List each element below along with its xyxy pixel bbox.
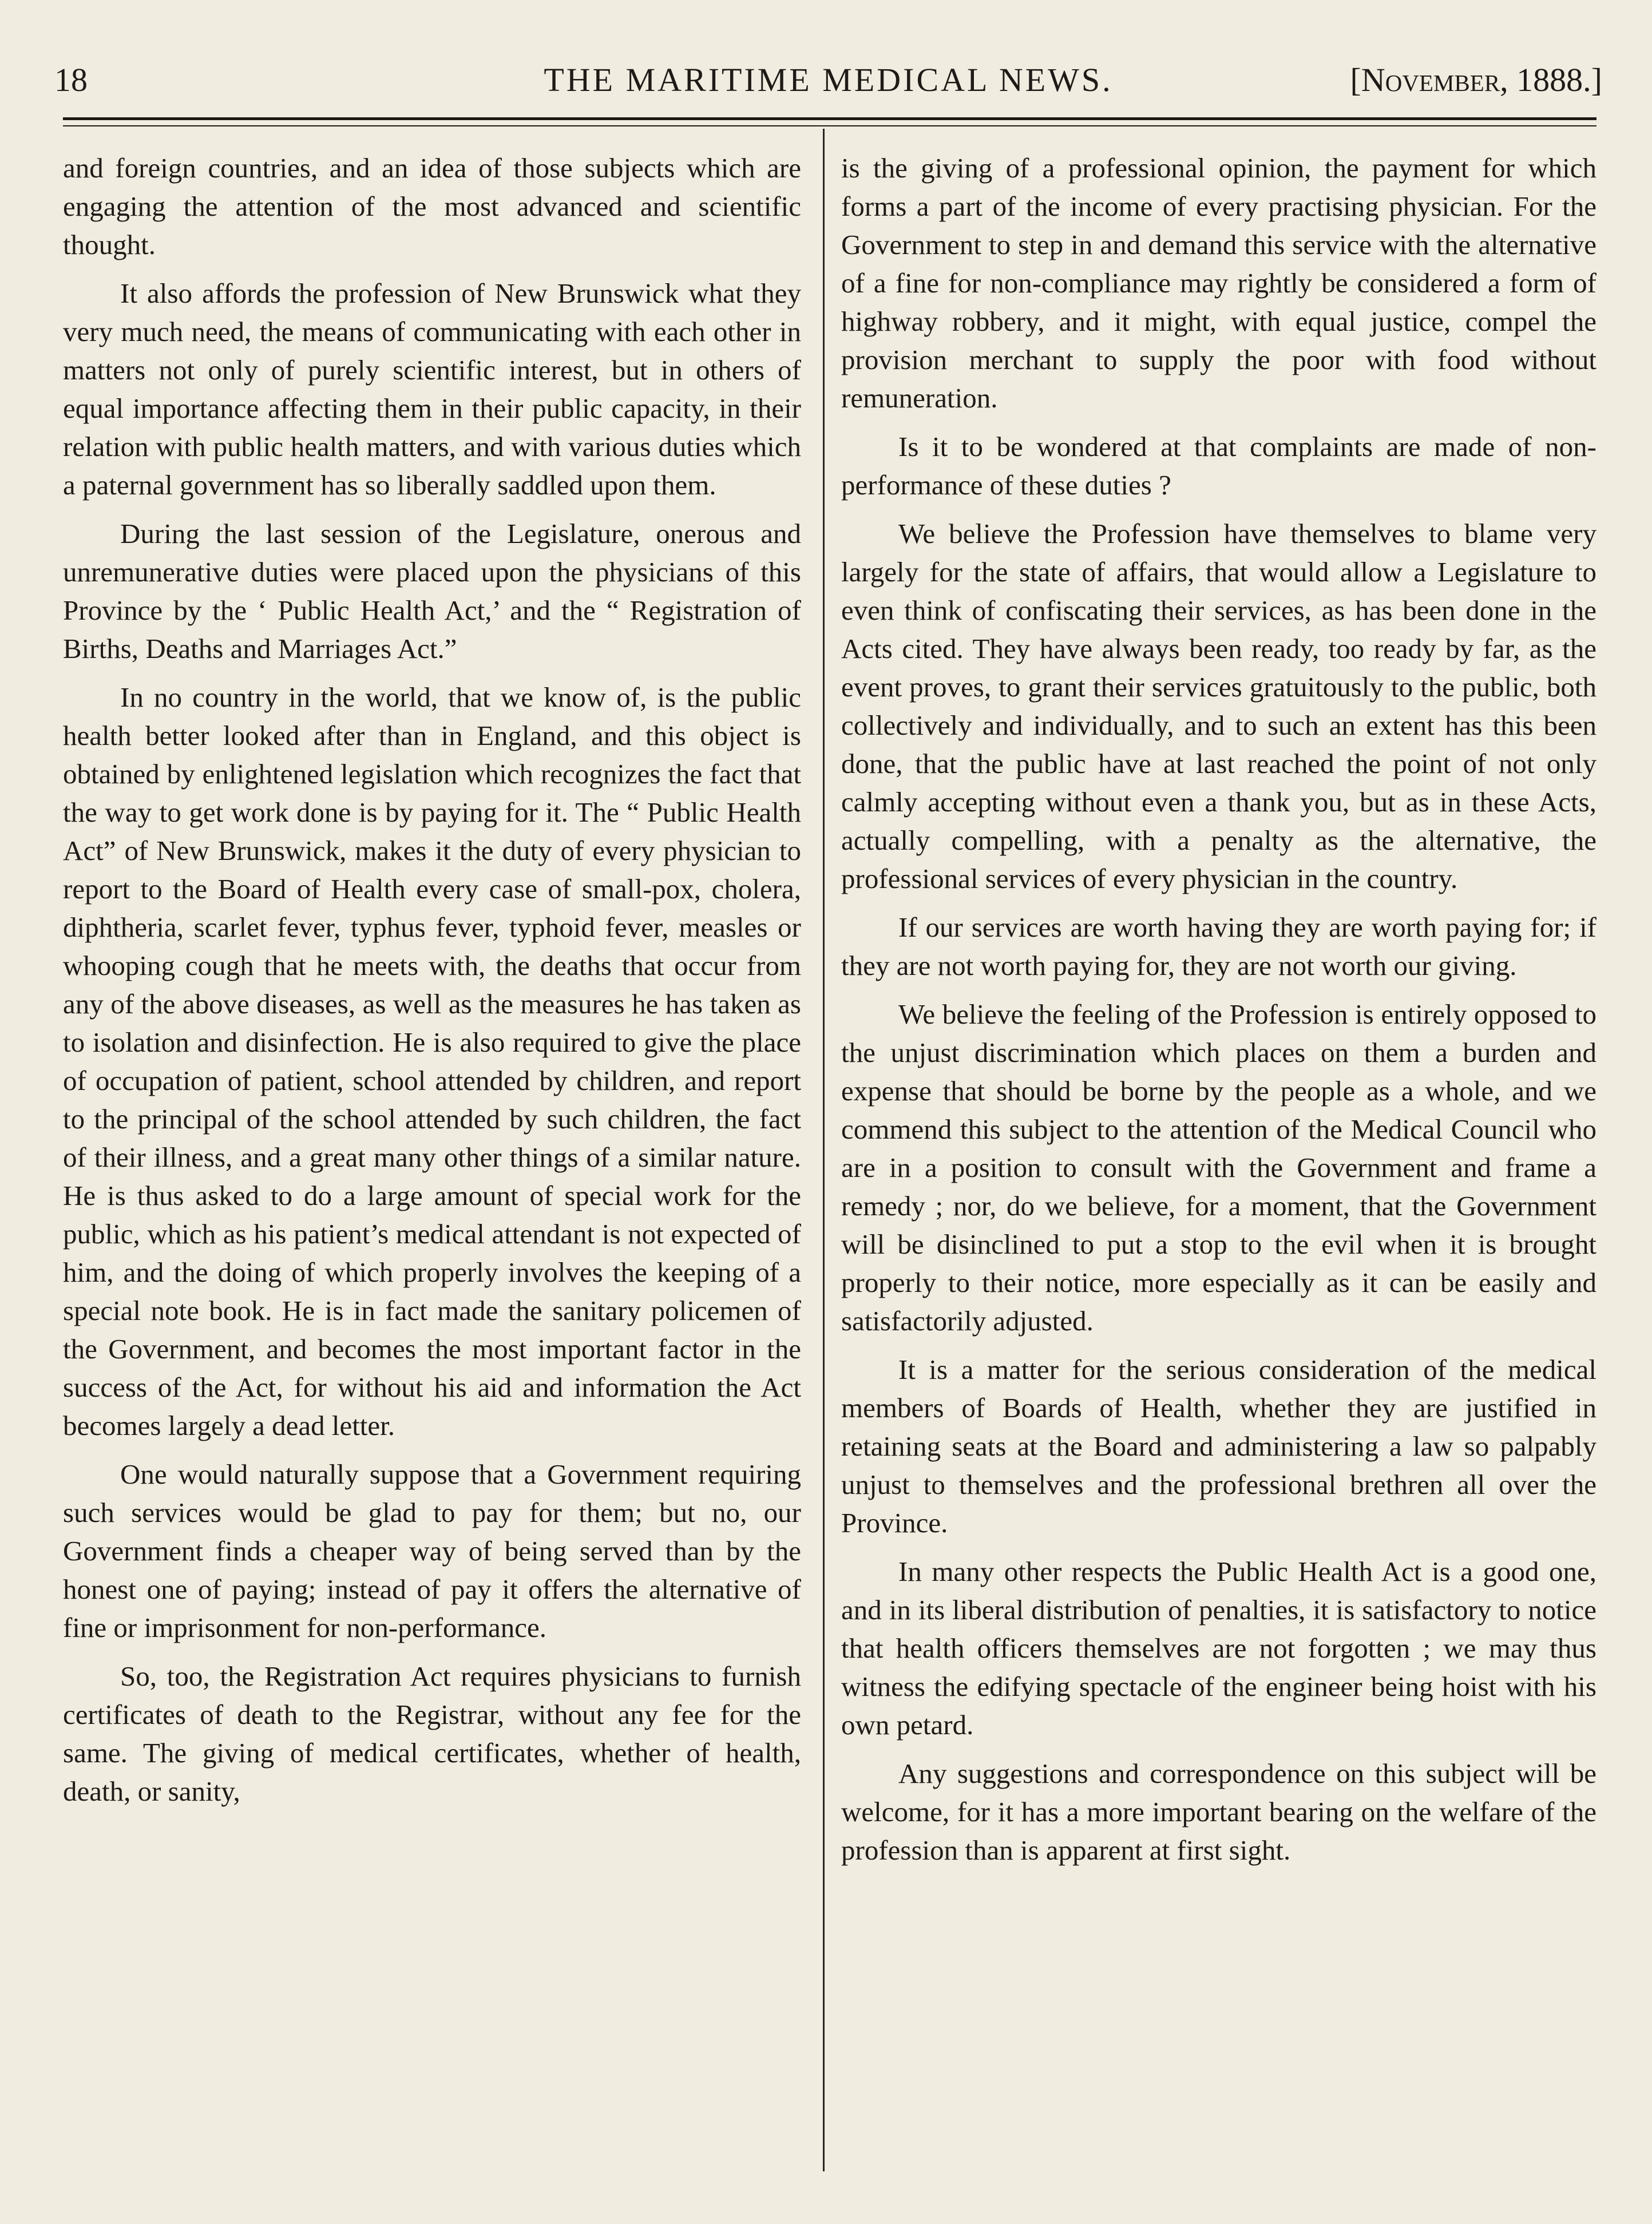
paragraph: Is it to be wondered at that complaints are made of non-performance of these duties ? [841, 431, 1596, 501]
header-rule-thin [63, 125, 1596, 126]
paragraph: It is a matter for the serious consideration of the medical members of Boards of Health, whether they are justified in retaining seats at the Board and administering a law so palpably unjust to themselves and the professional brethren all over the Province. [841, 1354, 1596, 1539]
journal-title: THE MARITIME MEDICAL NEWS. [544, 61, 1113, 98]
column-divider [823, 129, 825, 2171]
paragraph: If our services are worth having they are worth paying for; if they are not worth paying for, they are not worth our giving. [841, 911, 1596, 981]
paragraph: and foreign countries, and an idea of those subjects which are engaging the attention of the most advanced and scientific thought. [63, 152, 801, 260]
paragraph: In many other respects the Public Health Act is a good one, and in its liberal distribution of penalties, it is satisfactory to notice that health officers themselves are not forgotten ; we may thus witness the edifying spectacle of the engineer being hoist with his own petard. [841, 1556, 1596, 1741]
paragraph: is the giving of a professional opinion, the payment for which forms a part of the income of every practising physician. For the Government to step in and demand this service with the alternative of a fine for non-compliance may rightly be considered a form of highway robbery, and it might, with equal justice, compel the provision merchant to supply the poor with food without remuneration. [841, 152, 1596, 414]
right-column [841, 149, 1596, 1880]
issue-date: [November, 1888.] [1350, 61, 1602, 98]
paragraph: In no country in the world, that we know of, is the public health better looked after than in England, and this object is obtained by enlightened legislation which recognizes the fact that the way to get work done is by paying for it. The “ Public Health Act” of New Brunswick, makes it the duty of every physician to report to the Board of Health every case of small-pox, cholera, diphtheria, scarlet fever, typhus fever, typhoid fever, measles or whooping cough that he meets with, the deaths that occur from any of the above diseases, as well as the measures he has taken as to isolation and disinfection. He is also required to give the place of occupation of patient, school attended by children, and report to the principal of the school attended by such children, the fact of their illness, and a great many other things of a similar nature. He is thus asked to do a large amount of special work for the public, which as his patient’s medical attendant is not expected of him, and the doing of which properly involves the keeping of a special note book. He is in fact made the sanitary policemen of the Government, and becomes the most important factor in the success of the Act, for without his aid and information the Act becomes largely a dead letter. [63, 681, 801, 1441]
paragraph: Any suggestions and correspondence on this subject will be welcome, for it has a more important bearing on the welfare of the profession than is apparent at first sight. [841, 1758, 1596, 1866]
paragraph: We believe the Profession have themselves to blame very largely for the state of affairs, that would allow a Legislature to even think of confiscating their services, as has been done in the Acts cited. They have always been ready, too ready by far, as the event proves, to grant their services gratuitously to the public, both collectively and individually, and to such an extent has this been done, that the public have at last reached the point of not only calmly accepting without even a thank you, but as in these Acts, actually compelling, with a penalty as the alternative, the professional services of every physician in the country. [841, 518, 1596, 894]
page-header [54, 54, 1602, 106]
paragraph: It also affords the profession of New Brunswick what they very much need, the means of communicating with each other in matters not only of purely scientific interest, but in others of equal importance affecting them in their public capacity, in their relation with public health matters, and with various duties which a paternal government has so liberally saddled upon them. [63, 277, 801, 501]
paragraph: So, too, the Registration Act requires physicians to furnish certificates of death to the Registrar, without any fee for the same. The giving of medical certificates, whether of health, death, or sanity, [63, 1660, 801, 1807]
paragraph: One would naturally suppose that a Government requiring such services would be glad to pay for them; but no, our Government finds a cheaper way of being served than by the honest one of paying; instead of pay it offers the alternative of fine or imprisonment for non-performance. [63, 1458, 801, 1643]
paragraph: During the last session of the Legislature, onerous and unremunerative duties were placed upon the physicians of this Province by the ‘ Public Health Act,’ and the “ Registration of Births, Deaths and Marriages Act.” [63, 518, 801, 664]
header-rule-thick [63, 117, 1596, 120]
left-column [63, 149, 801, 1821]
paragraph: We believe the feeling of the Profession is entirely opposed to the unjust discrimination which places on them a burden and expense that should be borne by the people as a whole, and we commend this subject to the attention of the Medical Council who are in a position to consult with the Government and frame a remedy ; nor, do we believe, for a moment, that the Government will be disinclined to put a stop to the evil when it is brought properly to their notice, more especially as it can be easily and satisfactorily adjusted. [841, 998, 1596, 1337]
page-number: 18 [54, 61, 88, 98]
